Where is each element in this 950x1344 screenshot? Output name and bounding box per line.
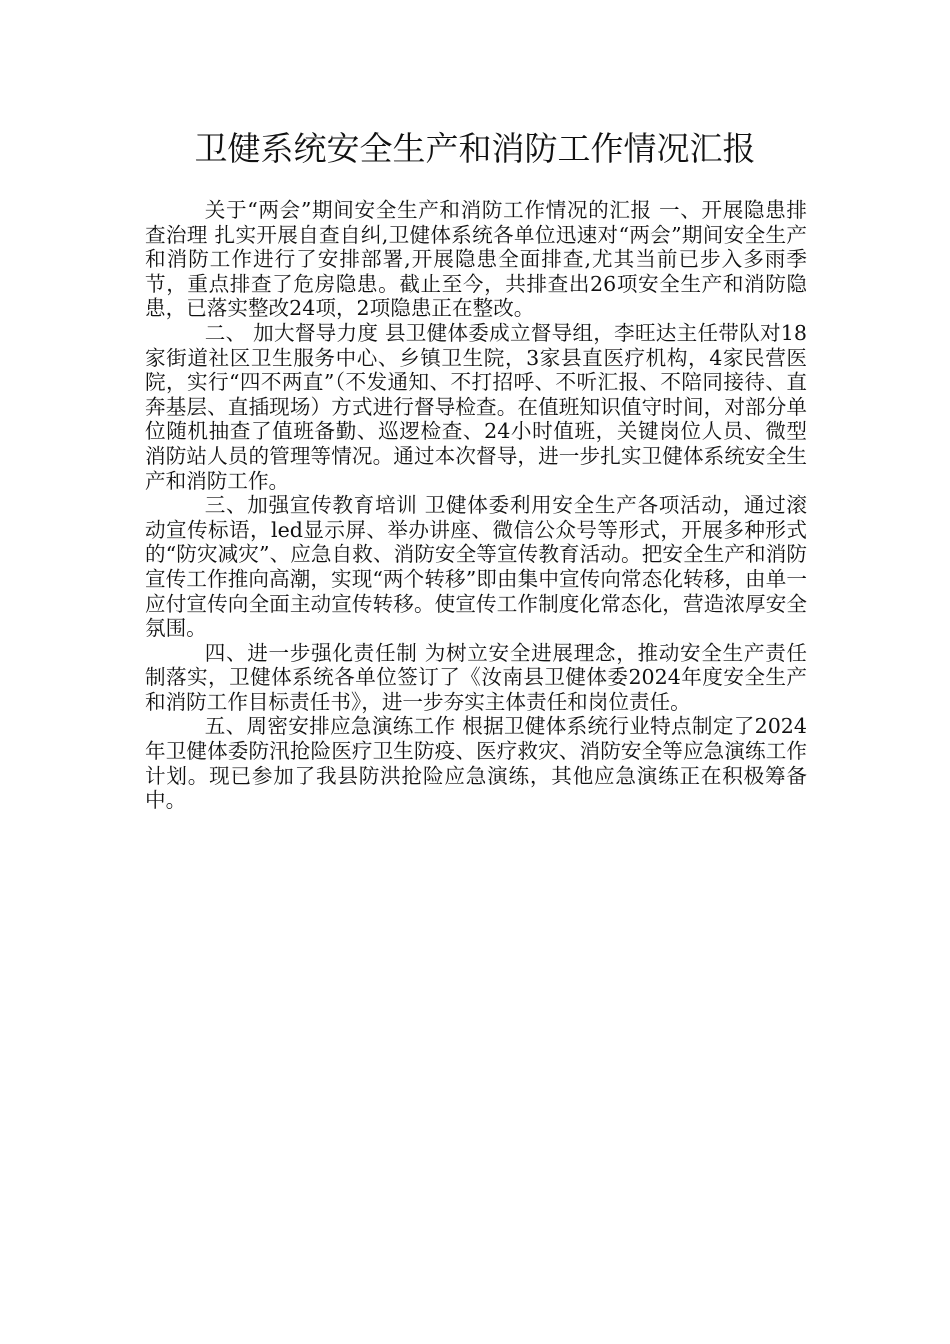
- document-body: [145, 198, 807, 813]
- paragraph-supervision: 二、 加大督导力度 县卫健体委成立督导组，李旺达主任带队对18家街道社区卫生服务中心、乡镇卫生院，3家县直医疗机构，4家民营医院，实行“四不两直”（不发通知、不打招呼、不听汇报、不陪同接待、直奔基层、直插现场）方式进行督导检查。在值班知识值守时间，对部分单位随机抽查了值班备勤、巡逻检查、24小时值班，关键岗位人员、微型消防站人员的管理等情况。通过本次督导，进一步扎实卫健体系统安全生产和消防工作。: [145, 320, 807, 493]
- paragraph-intro-hazard-inspection: 关于“两会”期间安全生产和消防工作情况的汇报 一、开展隐患排查治理 扎实开展自查自纠,卫健体系统各单位迅速对“两会”期间安全生产和消防工作进行了安排部署,开展隐患全面排查,尤其当前已步入多雨季节，重点排查了危房隐患。截止至今，共排查出26项安全生产和消防隐患，已落实整改24项，2项隐患正在整改。: [145, 198, 807, 321]
- paragraph-responsibility: 四、进一步强化责任制 为树立安全进展理念，推动安全生产责任制落实，卫健体系统各单位签订了《汝南县卫健体委2024年度安全生产和消防工作目标责任书》，进一步夯实主体责任和岗位责任。: [145, 640, 807, 714]
- paragraph-publicity-training: 三、加强宣传教育培训 卫健体委利用安全生产各项活动，通过滚动宣传标语，led显示屏、举办讲座、微信公众号等形式，开展多种形式的“防灾减灾”、应急自救、消防安全等宣传教育活动。把安全生产和消防宣传工作推向高潮，实现“两个转移”即由集中宣传向常态化转移，由单一应付宣传向全面主动宣传转移。使宣传工作制度化常态化，营造浓厚安全氛围。: [145, 493, 807, 641]
- paragraph-emergency-drill: 五、周密安排应急演练工作 根据卫健体系统行业特点制定了2024年卫健体委防汛抢险医疗卫生防疫、医疗救灾、消防安全等应急演练工作计划。现已参加了我县防洪抢险应急演练，其他应急演练正在积极筹备中。: [145, 714, 807, 813]
- document-title: 卫健系统安全生产和消防工作情况汇报: [194, 129, 756, 168]
